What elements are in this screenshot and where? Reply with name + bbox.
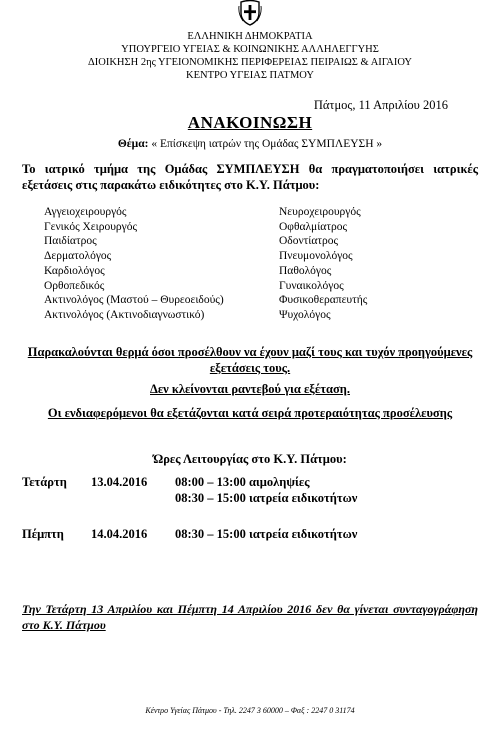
specialty-item: Παθολόγος: [279, 264, 332, 277]
notice-priority-order: Οι ενδιαφερόμενοι θα εξετάζονται κατά σειρά προτεραιότητας προσέλευσης: [47, 406, 453, 420]
specialty-item: Ψυχολόγος: [279, 308, 331, 321]
prescription-notice: Την Τετάρτη 13 Απριλίου και Πέμπτη 14 Απριλίου 2016 δεν θα γίνεται συνταγογράφηση στο Κ.Υ. Πάτμου: [22, 602, 478, 632]
specialty-item: Γενικός Χειρουργός: [44, 220, 138, 233]
header-line-2: ΥΠΟΥΡΓΕΙΟ ΥΓΕΙΑΣ & ΚΟΙΝΩΝΙΚΗΣ ΑΛΛΗΛΕΓΓΥΗΣ: [121, 44, 379, 55]
hours-date: 14.04.2016: [91, 527, 148, 541]
specialty-item: Φυσικοθεραπευτής: [279, 294, 368, 307]
header-line-4: ΚΕΝΤΡΟ ΥΓΕΙΑΣ ΠΑΤΜΟΥ: [186, 70, 314, 81]
intro-paragraph: Το ιατρικό τμήμα της Ομάδας ΣΥΜΠΛΕΥΣΗ θα πραγματοποιήσει ιατρικές εξετάσεις στις παρακάτω ειδικότητες στο Κ.Υ. Πάτμου:: [22, 162, 478, 192]
specialty-item: Γυναικολόγος: [279, 279, 344, 292]
hours-slot: 08:30 – 15:00 ιατρεία ειδικοτήτων: [175, 527, 358, 541]
specialty-item: Δερματολόγος: [44, 250, 112, 263]
page-title: ΑΝΑΚΟΙΝΩΣΗ: [187, 113, 313, 132]
footer-contact: Κέντρο Υγείας Πάτμου - Τηλ. 2247 3 60000 – Φαξ : 2247 0 31174: [145, 706, 355, 715]
specialty-item: Αγγειοχειρουργός: [44, 206, 127, 218]
hours-date: 13.04.2016: [91, 475, 148, 489]
subject-text: « Επίσκεψη ιατρών της Ομάδας ΣΥΜΠΛΕΥΣΗ »: [148, 138, 383, 150]
specialty-item: Νευροχειρουργός: [279, 206, 361, 218]
hours-day: Πέμπτη: [22, 527, 64, 541]
hours-slot: 08:00 – 13:00 αιμοληψίες: [175, 475, 310, 489]
hours-day: Τετάρτη: [22, 475, 67, 489]
specialties-left-column: [44, 205, 224, 323]
specialty-item: Πνευμονολόγος: [279, 250, 353, 263]
notice-no-appointments: Δεν κλείνονται ραντεβού για εξέταση.: [150, 382, 350, 396]
specialty-item: Οδοντίατρος: [279, 235, 339, 248]
header-line-3: ΔΙΟΙΚΗΣΗ 2ης ΥΓΕΙΟΝΟΜΙΚΗΣ ΠΕΡΙΦΕΡΕΙΑΣ ΠΕΙΡΑΙΩΣ & ΑΙΓΑΙΟΥ: [88, 57, 412, 68]
hours-slot: 08:30 – 15:00 ιατρεία ειδικοτήτων: [175, 491, 358, 505]
specialty-item: Ακτινολόγος (Μαστού – Θυρεοειδούς): [44, 294, 224, 307]
hours-title: Ώρες Λειτουργίας στο Κ.Υ. Πάτμου:: [153, 452, 347, 466]
greek-emblem-icon: [238, 0, 262, 26]
subject-line: [0, 138, 500, 150]
notice-bring-exams: Παρακαλούνται θερμά όσοι προσέλθουν να έχουν μαζί τους και τυχόν προηγούμενες εξετάσεις τους.: [27, 345, 473, 375]
specialty-item: Οφθαλμίατρος: [279, 220, 348, 233]
document-date: Πάτμος, 11 Απριλίου 2016: [313, 98, 448, 112]
specialty-item: Καρδιολόγος: [44, 264, 105, 277]
specialties-right-column: [279, 205, 367, 323]
subject-label: Θέμα:: [117, 138, 149, 150]
header-line-1: ΕΛΛΗΝΙΚΗ ΔΗΜΟΚΡΑΤΙΑ: [187, 31, 313, 42]
specialty-item: Παιδίατρος: [44, 235, 97, 248]
specialty-item: Ορθοπεδικός: [44, 279, 105, 292]
specialty-item: Ακτινολόγος (Ακτινοδιαγνωστικό): [44, 308, 205, 321]
